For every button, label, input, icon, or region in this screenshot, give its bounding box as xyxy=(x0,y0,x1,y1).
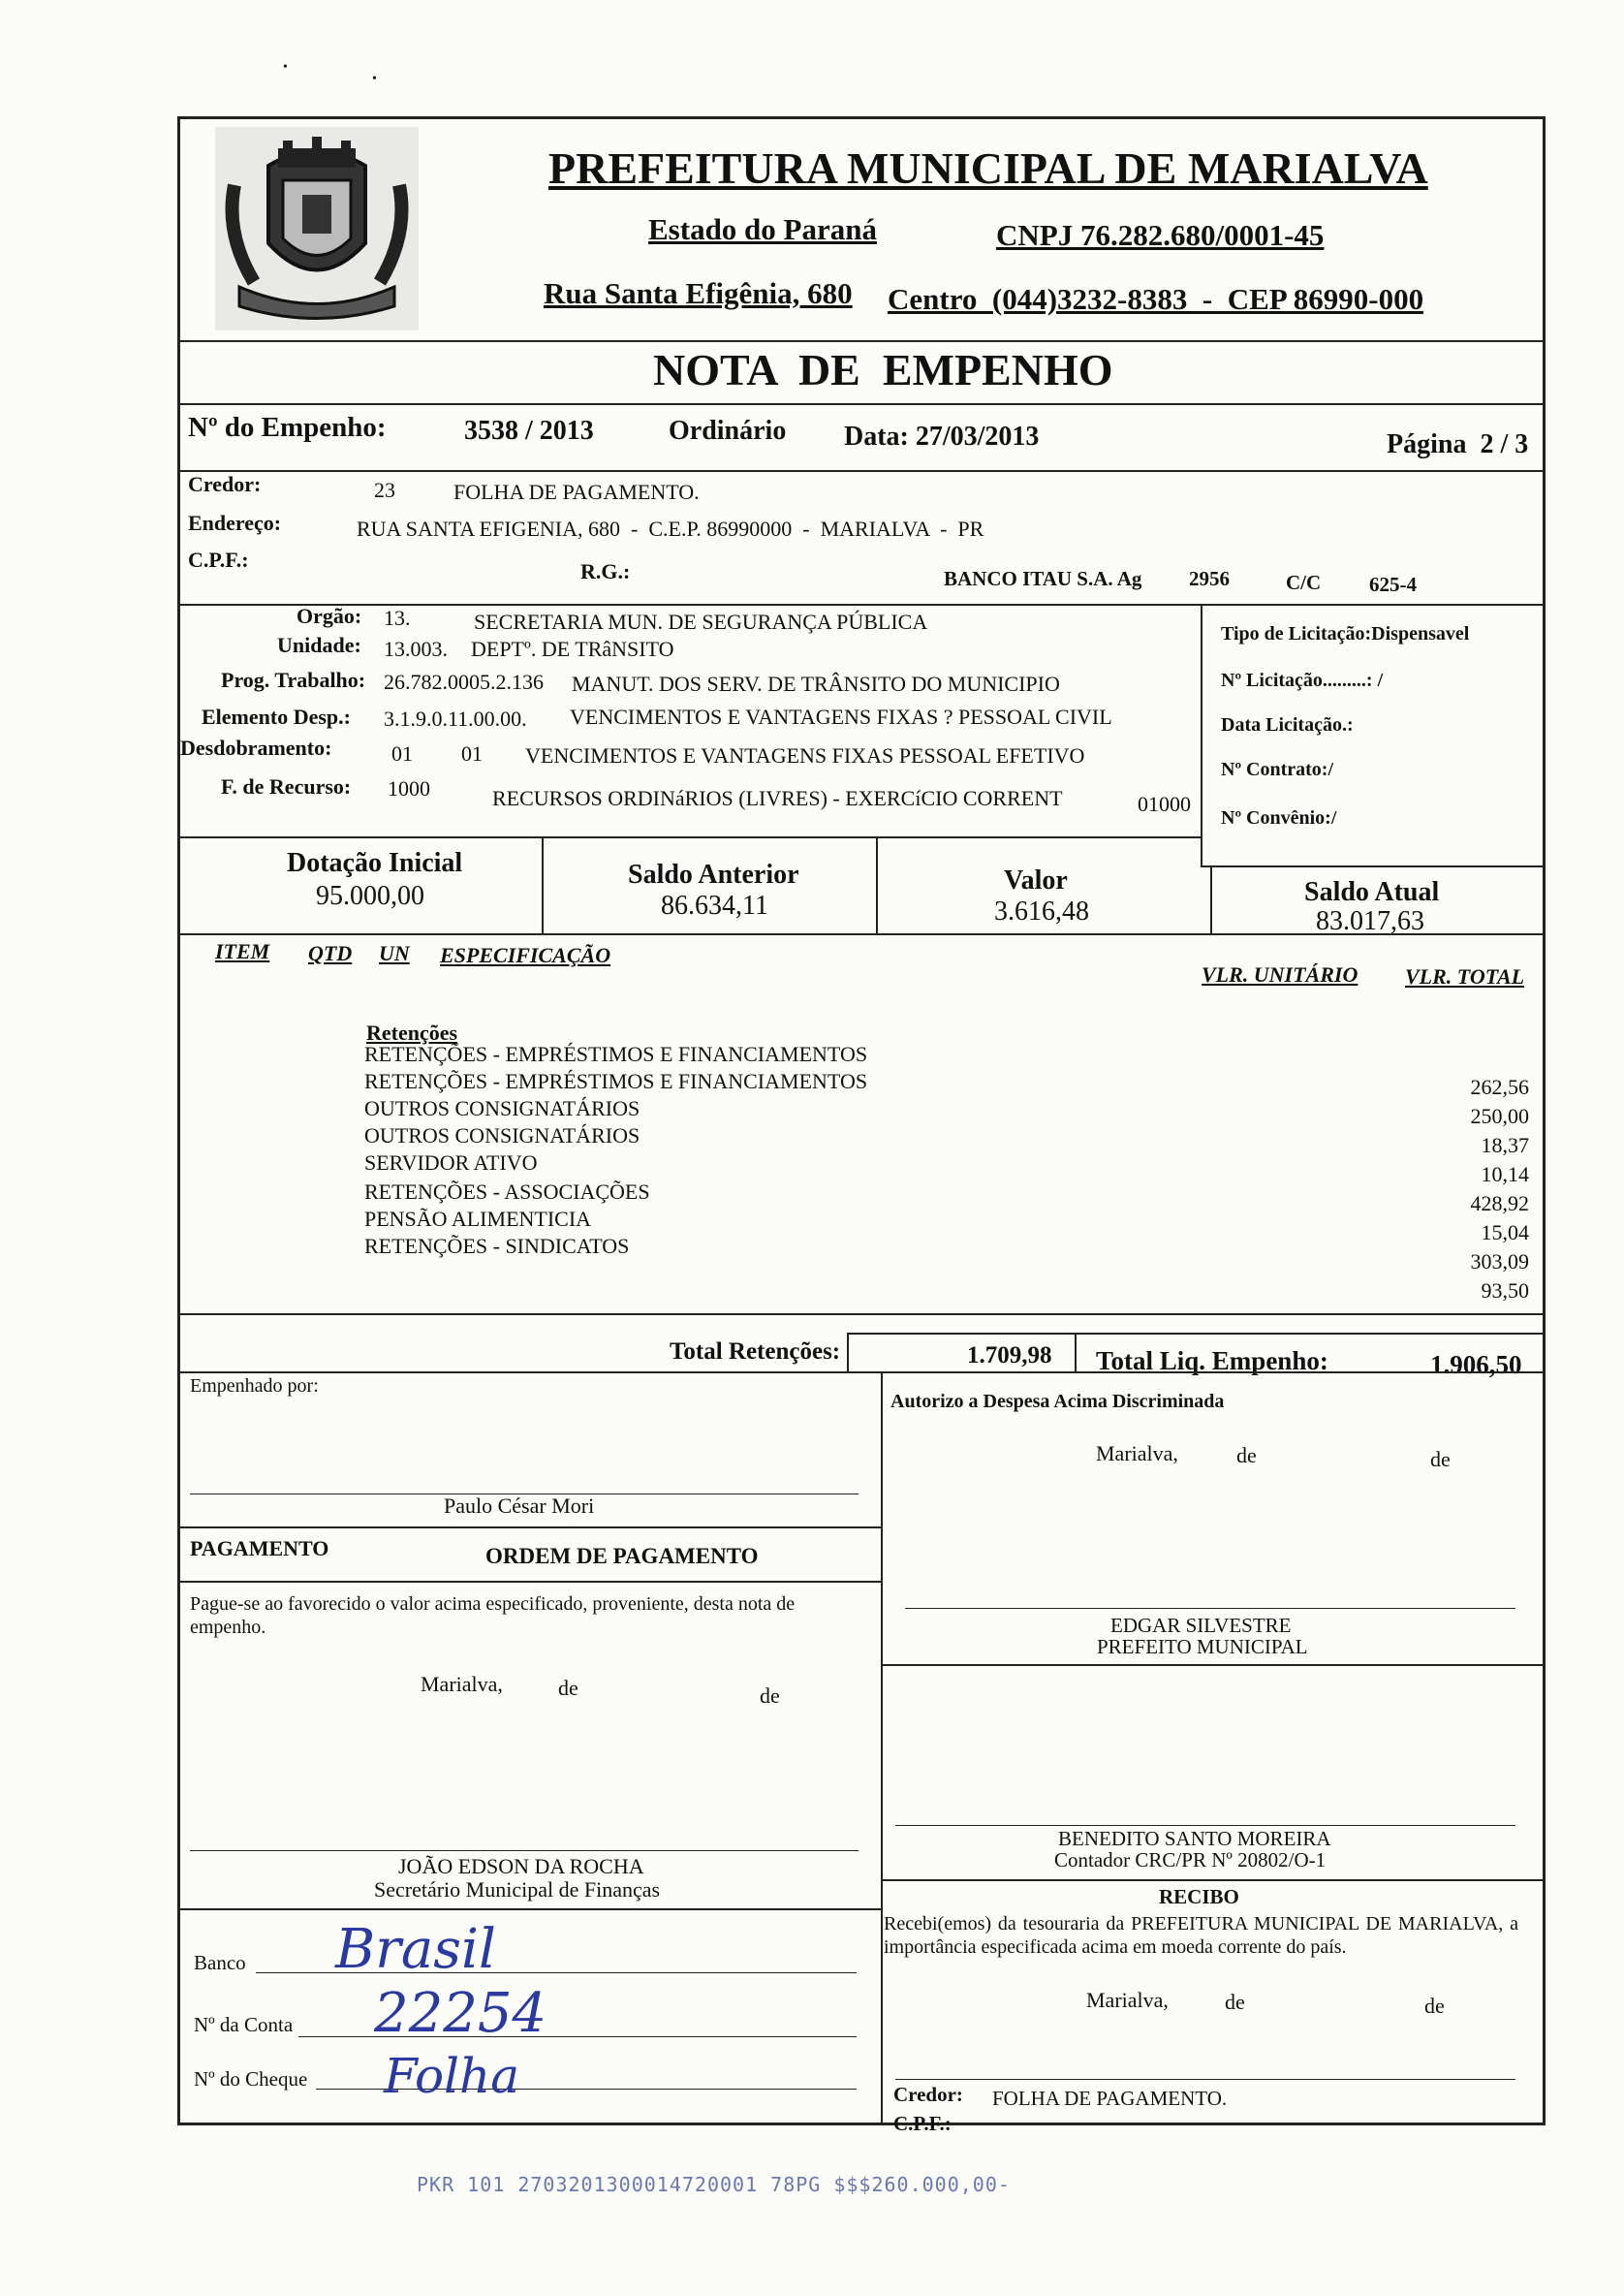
dotacao-label: Dotação Inicial xyxy=(287,848,463,878)
footer-stamp: PKR 101 2703201300014720001 78PG $$$260.000,00- xyxy=(417,2173,1011,2196)
prefeito-name: EDGAR SILVESTRE xyxy=(1110,1614,1292,1637)
banco-label: Banco xyxy=(194,1951,246,1974)
licitacao-numero: Nº Licitação.........: / xyxy=(1221,670,1384,691)
retencao-value: 18,37 xyxy=(1481,1133,1529,1157)
saldo-anterior-label: Saldo Anterior xyxy=(628,860,799,890)
list-item: OUTROS CONSIGNATÁRIOS xyxy=(364,1096,640,1120)
list-item: PENSÃO ALIMENTICIA xyxy=(364,1207,592,1231)
prog-code: 26.782.0005.2.136 xyxy=(384,670,544,694)
recibo-heading: RECIBO xyxy=(1159,1885,1239,1908)
licitacao-convenio: Nº Convênio:/ xyxy=(1221,807,1337,829)
header-address: Rua Santa Efigênia, 680 xyxy=(544,276,853,310)
empenho-label: Nº do Empenho: xyxy=(188,412,387,443)
total-liq-label: Total Liq. Empenho: xyxy=(1096,1346,1328,1375)
valor-label: Valor xyxy=(1004,865,1068,896)
retencao-value: 428,92 xyxy=(1470,1191,1529,1215)
header-cnpj: CNPJ 76.282.680/0001-45 xyxy=(996,218,1325,252)
recibo-credor-name: FOLHA DE PAGAMENTO. xyxy=(992,2087,1228,2110)
elemento-code: 3.1.9.0.11.00.00. xyxy=(384,707,527,731)
col-total: VLR. TOTAL xyxy=(1405,964,1525,989)
licitacao-tipo: Tipo de Licitação:Dispensavel xyxy=(1221,623,1470,645)
conta-label: Nº da Conta xyxy=(194,2013,294,2036)
header-state: Estado do Paraná xyxy=(648,212,877,246)
retencao-value: 15,04 xyxy=(1481,1220,1529,1244)
recurso-label: F. de Recurso: xyxy=(221,774,352,799)
cpf-label: C.P.F.: xyxy=(188,548,249,572)
recurso-name: RECURSOS ORDINáRIOS (LIVRES) - EXERCíCIO CORRENT xyxy=(492,786,1063,810)
de-label: de xyxy=(1424,1994,1445,2018)
empenhado-name: Paulo César Mori xyxy=(444,1494,595,1518)
col-spec: ESPECIFICAÇÃO xyxy=(440,943,611,967)
secretario-name: JOÃO EDSON DA ROCHA xyxy=(398,1854,644,1878)
empenhado-label: Empenhado por: xyxy=(190,1375,319,1397)
orgao-code: 13. xyxy=(384,606,411,630)
coat-of-arms-logo xyxy=(215,127,419,330)
total-liq-value: 1.906,50 xyxy=(1430,1350,1522,1379)
total-retencoes-value: 1.709,98 xyxy=(967,1342,1052,1368)
empenho-page: Página 2 / 3 xyxy=(1387,429,1529,459)
recurso-code2: 01000 xyxy=(1138,792,1191,816)
conta-handwritten: 22254 xyxy=(374,1982,547,2045)
elemento-name: VENCIMENTOS E VANTAGENS FIXAS ? PESSOAL CIVIL xyxy=(570,705,1112,729)
col-qtd: QTD xyxy=(308,941,353,965)
cheque-handwritten: Folha xyxy=(384,2048,520,2104)
orgao-label: Orgão: xyxy=(297,604,362,628)
header-district-phone-cep: Centro (044)3232-8383 - CEP 86990-000 xyxy=(888,282,1424,316)
marialva-label: Marialva, xyxy=(1086,1988,1169,2012)
col-un: UN xyxy=(379,941,410,965)
col-unit: VLR. UNITÁRIO xyxy=(1202,962,1359,987)
credor-code: 23 xyxy=(374,478,395,502)
list-item: RETENÇÕES - SINDICATOS xyxy=(364,1234,630,1258)
unidade-code: 13.003. xyxy=(384,637,448,661)
prog-label: Prog. Trabalho: xyxy=(221,668,366,692)
retencao-value: 93,50 xyxy=(1481,1278,1529,1303)
de-label: de xyxy=(1225,1990,1245,2014)
de-label: de xyxy=(1430,1447,1451,1471)
doc-title: NOTA DE EMPENHO xyxy=(653,345,1113,394)
prefeito-title: PREFEITO MUNICIPAL xyxy=(1097,1635,1308,1658)
prog-name: MANUT. DOS SERV. DE TRÂNSITO DO MUNICIPIO xyxy=(572,672,1060,696)
stray-mark: • xyxy=(372,72,377,86)
rg-label: R.G.: xyxy=(580,559,631,583)
retencao-value: 10,14 xyxy=(1481,1162,1529,1186)
cheque-label: Nº do Cheque xyxy=(194,2067,308,2091)
desdobramento-label: Desdobramento: xyxy=(180,736,332,760)
nota-empenho-form xyxy=(177,116,1546,2135)
contador-name: BENEDITO SANTO MOREIRA xyxy=(1058,1827,1331,1850)
secretario-title: Secretário Municipal de Finanças xyxy=(374,1877,661,1902)
recibo-credor-label: Credor: xyxy=(893,2083,963,2106)
credor-label: Credor: xyxy=(188,472,262,496)
de-label: de xyxy=(760,1683,780,1708)
list-item: RETENÇÕES - ASSOCIAÇÕES xyxy=(364,1179,650,1204)
retencao-value: 262,56 xyxy=(1470,1075,1529,1099)
credor-address: RUA SANTA EFIGENIA, 680 - C.E.P. 86990000 - MARIALVA - PR xyxy=(357,517,984,541)
desdobramento-code2: 01 xyxy=(461,741,483,766)
list-item: RETENÇÕES - EMPRÉSTIMOS E FINANCIAMENTOS xyxy=(364,1042,868,1066)
address-label: Endereço: xyxy=(188,511,282,535)
credor-name: FOLHA DE PAGAMENTO. xyxy=(453,480,700,504)
recibo-text: Recebi(emos) da tesouraria da PREFEITURA MUNICIPAL DE MARIALVA, a importância especificada acima em moeda corrente do país. xyxy=(884,1913,1518,1958)
col-item: ITEM xyxy=(215,939,270,963)
account-label: C/C xyxy=(1286,571,1322,594)
total-retencoes-label: Total Retenções: xyxy=(670,1338,841,1365)
account-number: 625-4 xyxy=(1369,573,1417,596)
de-label: de xyxy=(1236,1443,1257,1467)
pagamento-label: PAGAMENTO xyxy=(190,1536,329,1560)
list-item: SERVIDOR ATIVO xyxy=(364,1150,538,1175)
empenho-date: Data: 27/03/2013 xyxy=(844,422,1040,452)
autorizo-text: Autorizo a Despesa Acima Discriminada xyxy=(890,1391,1225,1412)
licitacao-data: Data Licitação.: xyxy=(1221,714,1354,736)
empenho-type: Ordinário xyxy=(669,416,787,446)
coat-of-arms-icon xyxy=(215,127,419,330)
valor-value: 3.616,48 xyxy=(994,896,1089,927)
retencao-value: 303,09 xyxy=(1470,1249,1529,1274)
contador-title: Contador CRC/PR Nº 20802/O-1 xyxy=(1054,1848,1327,1871)
stray-mark: • xyxy=(283,60,288,75)
saldo-anterior-value: 86.634,11 xyxy=(661,891,768,921)
list-item: OUTROS CONSIGNATÁRIOS xyxy=(364,1123,640,1148)
retencoes-heading: Retenções xyxy=(366,1021,458,1045)
ordem-pagamento-label: ORDEM DE PAGAMENTO xyxy=(485,1544,759,1568)
pague-se-text: Pague-se ao favorecido o valor acima especificado, proveniente, desta nota de empenho. xyxy=(190,1593,796,1638)
saldo-atual-label: Saldo Atual xyxy=(1304,877,1440,907)
retencao-value: 250,00 xyxy=(1470,1104,1529,1128)
list-item: RETENÇÕES - EMPRÉSTIMOS E FINANCIAMENTOS xyxy=(364,1069,868,1093)
unidade-name: DEPTº. DE TRâNSITO xyxy=(471,637,674,661)
saldo-atual-value: 83.017,63 xyxy=(1316,906,1424,936)
bank-agency: 2956 xyxy=(1189,567,1230,590)
desdobramento-code1: 01 xyxy=(391,741,413,766)
header-title: PREFEITURA MUNICIPAL DE MARIALVA xyxy=(548,143,1428,193)
marialva-label: Marialva, xyxy=(421,1672,503,1696)
empenho-number: 3538 / 2013 xyxy=(464,416,594,446)
bank-name: BANCO ITAU S.A. Ag xyxy=(944,567,1142,590)
unidade-label: Unidade: xyxy=(277,633,361,657)
marialva-label: Marialva, xyxy=(1096,1441,1178,1465)
de-label: de xyxy=(558,1676,578,1700)
orgao-name: SECRETARIA MUN. DE SEGURANÇA PÚBLICA xyxy=(474,610,928,634)
licitacao-contrato: Nº Contrato:/ xyxy=(1221,759,1334,780)
recurso-code: 1000 xyxy=(388,776,430,801)
desdobramento-name: VENCIMENTOS E VANTAGENS FIXAS PESSOAL EFETIVO xyxy=(525,743,1085,768)
recibo-cpf-label: C.P.F.: xyxy=(893,2112,952,2135)
banco-handwritten: Brasil xyxy=(335,1918,496,1981)
elemento-label: Elemento Desp.: xyxy=(202,705,351,729)
dotacao-value: 95.000,00 xyxy=(316,881,424,911)
